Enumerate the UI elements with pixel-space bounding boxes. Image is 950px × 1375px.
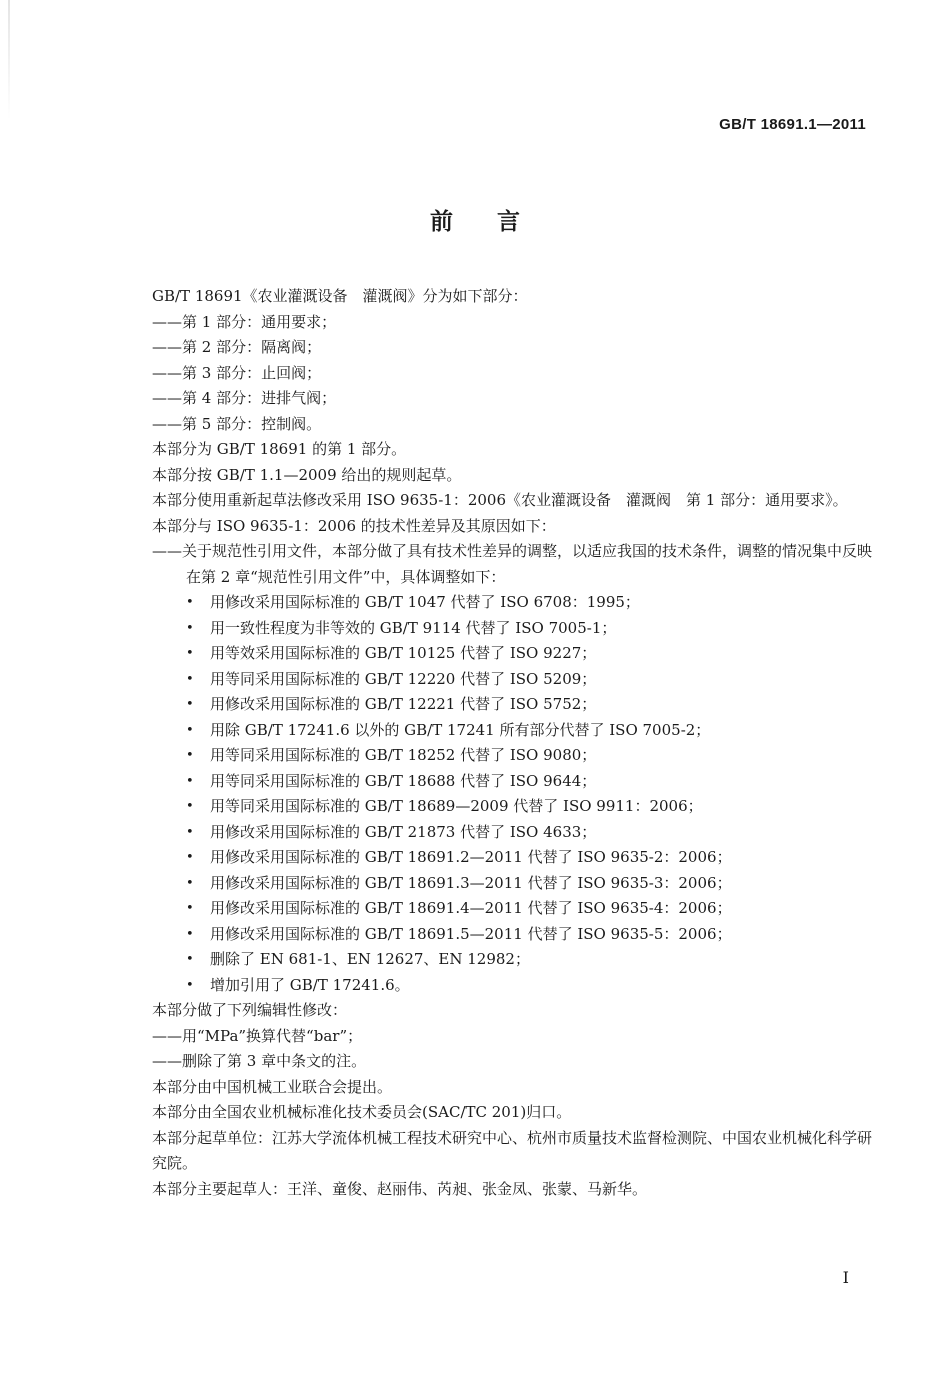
intro-paragraph: GB/T 18691《农业灌溉设备 灌溉阀》分为如下部分： <box>152 287 528 305</box>
title-char-2: 言 <box>497 208 520 235</box>
page-title <box>0 203 950 236</box>
list-item: • 增加引用了 GB/T 17241.6。 <box>186 973 874 999</box>
bullet-icon: • <box>186 952 194 967</box>
bullet-icon: • <box>186 646 194 661</box>
standard-code: GB/T 18691.1—2011 <box>719 116 866 133</box>
editorial-item: ——删除了第 3 章中条文的注。 <box>152 1052 367 1070</box>
paragraph: 本部分为 GB/T 18691 的第 1 部分。 <box>152 440 407 458</box>
bullet-icon: • <box>186 977 194 993</box>
paragraph: 本部分由全国农业机械标准化技术委员会(SAC/TC 201)归口。 <box>152 1103 572 1121</box>
bullet-icon: • <box>186 901 194 916</box>
bullet-icon: • <box>186 722 194 738</box>
list-item: • 用修改采用国际标准的 GB/T 21873 代替了 ISO 4633； <box>186 820 874 846</box>
bullet-icon: • <box>186 824 194 840</box>
bullet-icon: • <box>186 799 194 814</box>
bullet-icon: • <box>186 595 194 610</box>
part-item: ——第 4 部分：进排气阀； <box>152 389 337 407</box>
paragraph: 本部分按 GB/T 1.1—2009 给出的规则起草。 <box>152 465 462 484</box>
list-item: • 用修改采用国际标准的 GB/T 18691.5—2011 代替了 ISO 9635-5：2006； <box>186 922 874 948</box>
part-item: ——第 3 部分：止回阀； <box>152 363 322 382</box>
list-item: • 用等效采用国际标准的 GB/T 10125 代替了 ISO 9227； <box>186 641 874 667</box>
technical-difference-item: ——关于规范性引用文件，本部分做了具有技术性差异的调整，以适应我国的技术条件，调整的情况集中反映在第 2 章“规范性引用文件”中，具体调整如下： <box>152 542 873 586</box>
bullet-icon: • <box>186 875 194 891</box>
bullet-icon: • <box>186 773 194 789</box>
paragraph: 本部分与 ISO 9635-1：2006 的技术性差异及其原因如下： <box>152 516 556 535</box>
list-item: • 用修改采用国际标准的 GB/T 12221 代替了 ISO 5752； <box>186 692 874 718</box>
list-item: • 用等同采用国际标准的 GB/T 18688 代替了 ISO 9644； <box>186 769 874 795</box>
list-item: • 删除了 EN 681-1、EN 12627、EN 12982； <box>186 947 874 973</box>
part-item: ——第 1 部分：通用要求； <box>152 312 337 331</box>
list-item: • 用除 GB/T 17241.6 以外的 GB/T 17241 所有部分代替了 ISO 7005-2； <box>186 718 874 744</box>
bullet-icon: • <box>186 620 194 636</box>
list-item: • 用修改采用国际标准的 GB/T 1047 代替了 ISO 6708：1995； <box>186 590 874 616</box>
scan-edge-mark <box>8 0 10 120</box>
paragraph: 本部分做了下列编辑性修改： <box>152 1001 348 1019</box>
reference-list <box>152 590 874 998</box>
list-item: • 用等同采用国际标准的 GB/T 12220 代替了 ISO 5209； <box>186 667 874 693</box>
paragraph: 本部分由中国机械工业联合会提出。 <box>152 1077 393 1096</box>
title-char-1: 前 <box>430 208 453 235</box>
editorial-item: ——用“MPa”换算代替“bar”； <box>152 1026 363 1045</box>
foreword-body <box>152 284 874 1202</box>
list-item: • 用修改采用国际标准的 GB/T 18691.3—2011 代替了 ISO 9635-3：2006； <box>186 871 874 897</box>
bullet-icon: • <box>186 697 194 712</box>
list-item: • 用一致性程度为非等效的 GB/T 9114 代替了 ISO 7005-1； <box>186 616 874 642</box>
part-item: ——第 5 部分：控制阀。 <box>152 414 322 433</box>
drafting-units-paragraph: 本部分起草单位：江苏大学流体机械工程技术研究中心、杭州市质量技术监督检测院、中国农业机械化科学研究院。 <box>152 1128 873 1172</box>
bullet-icon: • <box>186 748 194 763</box>
bullet-icon: • <box>186 926 194 942</box>
list-item: • 用等同采用国际标准的 GB/T 18689—2009 代替了 ISO 9911：2006； <box>186 794 874 820</box>
list-item: • 用等同采用国际标准的 GB/T 18252 代替了 ISO 9080； <box>186 743 874 769</box>
bullet-icon: • <box>186 850 194 865</box>
bullet-icon: • <box>186 671 194 687</box>
paragraph: 本部分使用重新起草法修改采用 ISO 9635-1：2006《农业灌溉设备 灌溉阀 第 1 部分：通用要求》。 <box>152 491 848 509</box>
drafters-paragraph: 本部分主要起草人：王洋、童俊、赵丽伟、芮昶、张金凤、张蒙、马新华。 <box>152 1179 648 1198</box>
list-item: • 用修改采用国际标准的 GB/T 18691.4—2011 代替了 ISO 9635-4：2006； <box>186 896 874 922</box>
part-item: ——第 2 部分：隔离阀； <box>152 338 322 356</box>
list-item: • 用修改采用国际标准的 GB/T 18691.2—2011 代替了 ISO 9635-2：2006； <box>186 845 874 871</box>
page-number: I <box>842 1268 849 1287</box>
